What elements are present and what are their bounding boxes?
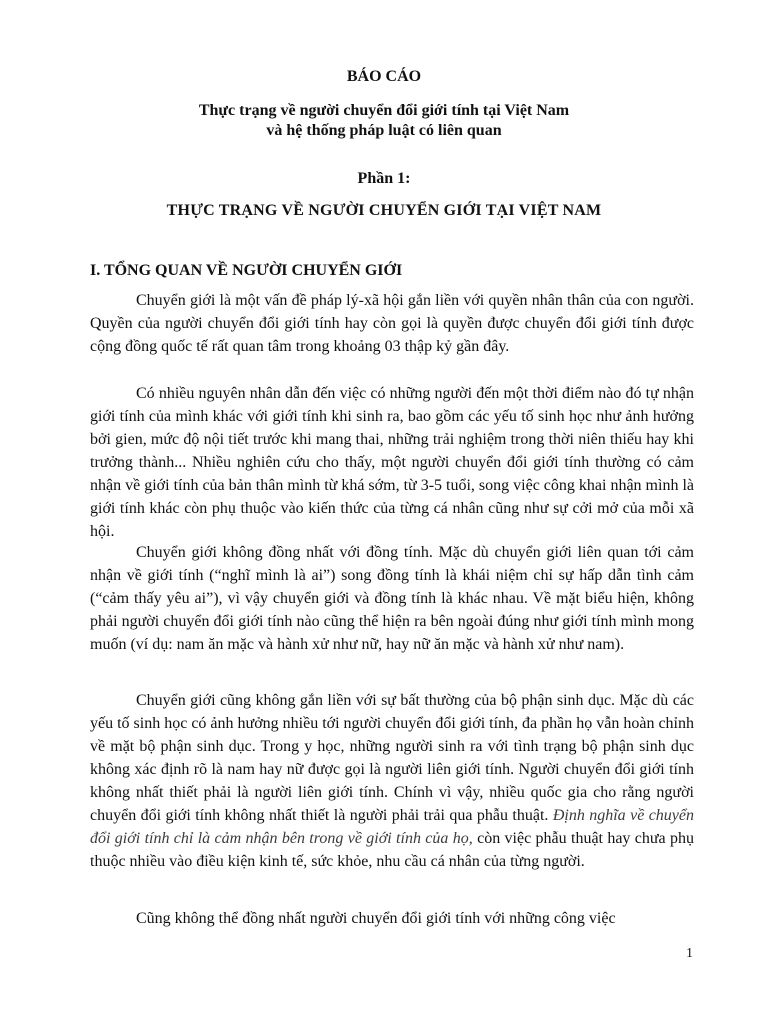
paragraph-4-text-b: còn việc phẫu thuật hay chưa phụ thuộc nhiều vào điều kiện kinh tế, sức khỏe, nhu cầu cá nhân của từng người. <box>90 830 695 870</box>
paragraph-4 <box>90 689 694 873</box>
part-label: Phần 1: <box>357 170 411 187</box>
page-number: 1 <box>686 946 693 961</box>
part-title: THỰC TRẠNG VỀ NGƯỜI CHUYỂN GIỚI TẠI VIỆT NAM <box>166 202 602 219</box>
paragraph-1: Chuyển giới là một vấn đề pháp lý-xã hội gắn liền với quyền nhân thân của con người. Quyền của người chuyển đổi giới tính hay còn gọi là quyền được chuyển đổi giới tính được cộng đồng quốc tế rất quan tâm trong khoảng 03 thập kỷ gần đây. <box>90 292 694 355</box>
paragraph-5: Cũng không thể đồng nhất người chuyển đổi giới tính với những công việc <box>136 910 616 927</box>
paragraph-2: Có nhiều nguyên nhân dẫn đến việc có những người đến một thời điểm nào đó tự nhận giới tính của mình khác với giới tính khi sinh ra, bao gồm các yếu tố sinh học như ảnh hưởng bởi gien, mức độ nội tiết trước khi mang thai, những trải nghiệm trong thời niên thiếu hay khi trưởng thành... Nhiều nghiên cứu cho thấy, một người chuyển đổi giới tính thường có cảm nhận về giới tính của bản thân mình từ khá sớm, từ 3-5 tuổi, song việc công khai nhận mình là giới tính khác còn phụ thuộc vào kiến thức của từng cá nhân cũng như sự cởi mở của mỗi xã hội. <box>90 385 694 540</box>
paragraph-4-text-a: Chuyển giới cũng không gắn liền với sự bất thường của bộ phận sinh dục. Mặc dù các yếu tố sinh học có ảnh hưởng nhiều tới người chuyển đổi giới tính, đa phần họ vẫn hoàn chỉnh về mặt bộ phận sinh dục. Trong y học, những người sinh ra với tình trạng bộ phận sinh dục không xác định rõ là nam hay nữ được gọi là người liên giới tính. Người chuyển đổi giới tính không nhất thiết phải là người liên giới tính. Chính vì vậy, nhiều quốc gia cho rằng người chuyển đổi giới tính không nhất thiết là người phải trải qua phẫu thuật. <box>90 692 694 824</box>
paragraph-4-italic-definition: Định nghĩa về chuyển đổi giới tính chỉ là cảm nhận bên trong về giới tính của họ, <box>90 807 695 847</box>
report-title-line1: Thực trạng về người chuyển đổi giới tính tại Việt Nam <box>198 102 570 119</box>
paragraph-3: Chuyển giới không đồng nhất với đồng tính. Mặc dù chuyển giới liên quan tới cảm nhận về giới tính (“nghĩ mình là ai”) song đồng tính là khái niệm chỉ sự hấp dẫn tình cảm (“cảm thấy yêu ai”), vì vậy chuyển giới và đồng tính là khác nhau. Về mặt biểu hiện, không phải người chuyển đổi giới tính nào cũng thể hiện ra bên ngoài đúng như giới tính mình mong muốn (ví dụ: nam ăn mặc và hành xử như nữ, hay nữ ăn mặc và hành xử như nam). <box>90 544 694 653</box>
report-label: BÁO CÁO <box>346 68 422 85</box>
section-heading: I. TỔNG QUAN VỀ NGƯỜI CHUYỂN GIỚI <box>90 262 403 279</box>
report-title-line2: và hệ thống pháp luật có liên quan <box>266 122 502 139</box>
